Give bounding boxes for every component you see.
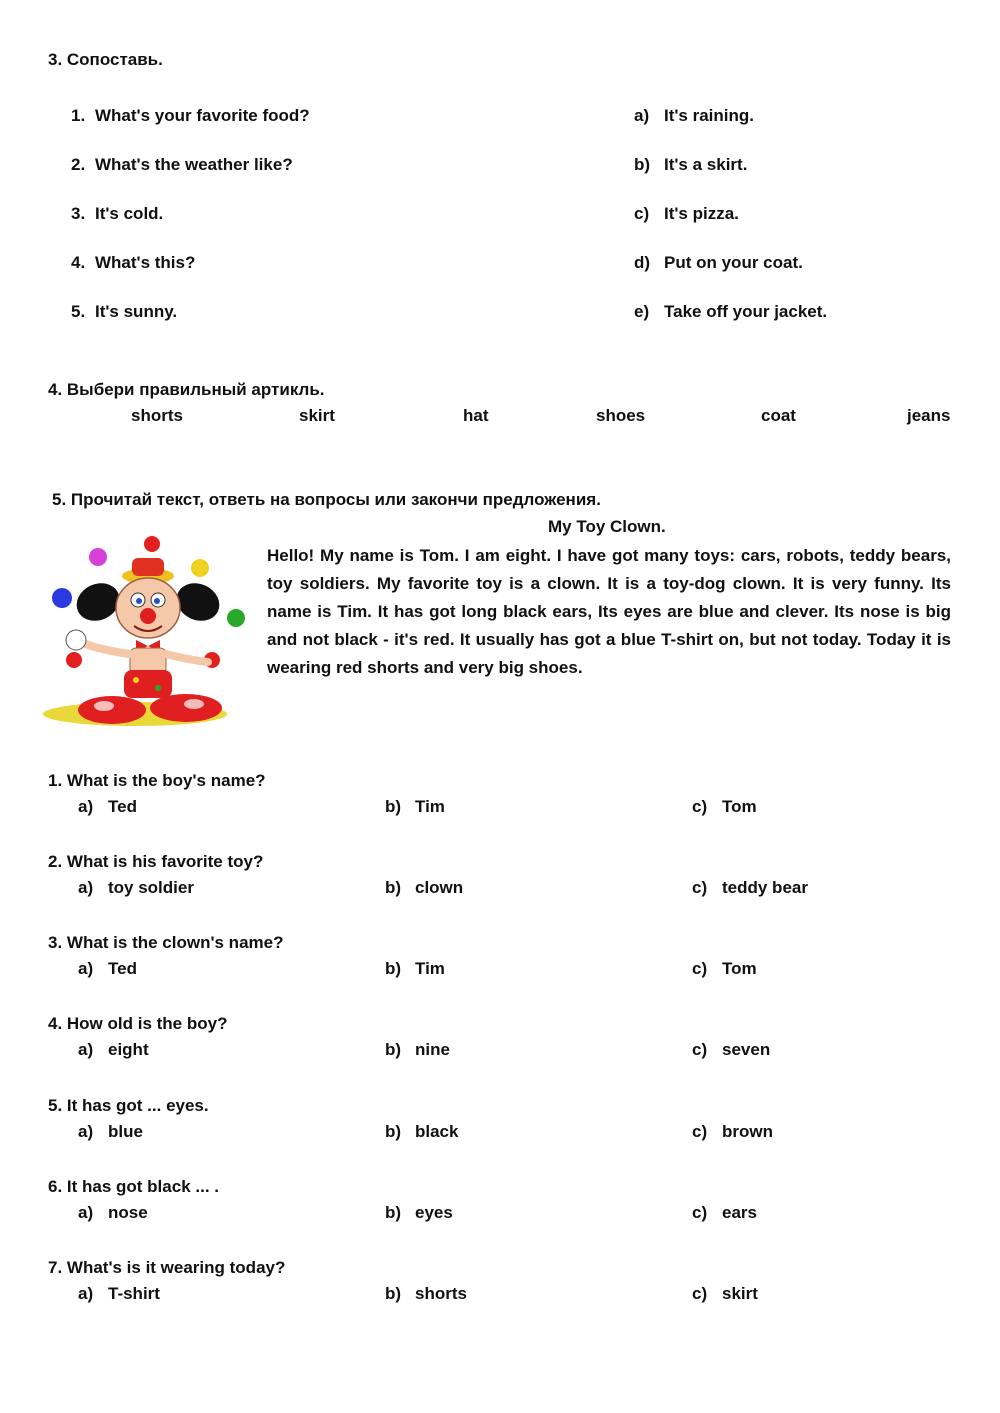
- word-item: jeans: [907, 406, 951, 425]
- arm-icon: [80, 642, 130, 654]
- option-letter: a): [78, 1284, 94, 1303]
- option-letter: a): [78, 959, 94, 978]
- option-letter: c): [692, 797, 708, 816]
- question-options: [48, 1122, 968, 1148]
- option-letter: b): [385, 1203, 402, 1222]
- item-text: It's raining.: [664, 106, 754, 125]
- word-list: [0, 406, 1000, 430]
- item-number: 3.: [71, 204, 86, 223]
- answer-option[interactable]: [78, 959, 137, 979]
- option-text: Ted: [108, 797, 137, 816]
- question-text: 3. What is the clown's name?: [48, 933, 284, 952]
- answer-option[interactable]: [385, 1040, 450, 1060]
- item-letter: c): [634, 204, 650, 223]
- option-text: clown: [415, 878, 464, 897]
- answer-option[interactable]: [78, 1203, 148, 1223]
- match-right-item: [634, 251, 827, 300]
- match-left-item: [71, 104, 310, 153]
- question-block: [48, 769, 968, 823]
- item-letter: b): [634, 155, 651, 174]
- question-text: 1. What is the boy's name?: [48, 771, 266, 790]
- option-text: seven: [722, 1040, 771, 1059]
- match-right-item: [634, 300, 827, 349]
- option-letter: c): [692, 1203, 708, 1222]
- item-text: Put on your coat.: [664, 253, 803, 272]
- pupil: [136, 598, 142, 604]
- question-block: [48, 850, 968, 904]
- question-options: [48, 959, 968, 985]
- shorts-star: [133, 677, 139, 683]
- item-letter: a): [634, 106, 650, 125]
- option-text: skirt: [722, 1284, 758, 1303]
- item-text: Take off your jacket.: [664, 302, 828, 321]
- word-item: shoes: [596, 406, 646, 425]
- match-left-column: [71, 104, 310, 349]
- option-letter: a): [78, 1040, 94, 1059]
- answer-option[interactable]: [78, 797, 137, 817]
- option-text: eight: [108, 1040, 149, 1059]
- option-letter: a): [78, 1203, 94, 1222]
- ball-icon: [89, 548, 107, 566]
- arm-icon: [166, 654, 208, 662]
- option-text: Tim: [415, 959, 445, 978]
- answer-option[interactable]: [78, 1040, 149, 1060]
- section-3-title: 3. Сопоставь.: [48, 50, 163, 69]
- answer-option[interactable]: [78, 1284, 160, 1304]
- match-left-item: [71, 202, 310, 251]
- item-text: What's the weather like?: [95, 155, 293, 174]
- answer-option[interactable]: [385, 959, 445, 979]
- word-item: shorts: [131, 406, 183, 425]
- answer-option[interactable]: [78, 878, 194, 898]
- match-left-item: [71, 300, 310, 349]
- ball-icon: [144, 536, 160, 552]
- question-options: [48, 1284, 968, 1310]
- answer-option[interactable]: [692, 1040, 770, 1060]
- item-letter: d): [634, 253, 651, 272]
- item-text: What's your favorite food?: [95, 106, 310, 125]
- match-left-item: [71, 153, 310, 202]
- answer-option[interactable]: [78, 1122, 143, 1142]
- shoe-icon: [78, 696, 146, 724]
- match-right-item: [634, 104, 827, 153]
- item-number: 1.: [71, 106, 86, 125]
- clown-juggler-picture: [40, 532, 255, 732]
- question-text: 2. What is his favorite toy?: [48, 852, 264, 871]
- option-letter: b): [385, 1284, 402, 1303]
- item-number: 4.: [71, 253, 86, 272]
- shorts-star: [155, 685, 161, 691]
- item-number: 5.: [71, 302, 86, 321]
- option-letter: b): [385, 878, 402, 897]
- option-text: Tom: [722, 959, 757, 978]
- option-text: teddy bear: [722, 878, 808, 897]
- option-text: nine: [415, 1040, 450, 1059]
- item-text: It's sunny.: [95, 302, 178, 321]
- question-block: [48, 931, 968, 985]
- option-text: T-shirt: [108, 1284, 160, 1303]
- glove-icon: [66, 630, 86, 650]
- answer-option[interactable]: [692, 1203, 757, 1223]
- option-letter: c): [692, 959, 708, 978]
- option-text: toy soldier: [108, 878, 194, 897]
- option-letter: b): [385, 797, 402, 816]
- answer-option[interactable]: [385, 878, 463, 898]
- match-right-column: [634, 104, 827, 349]
- item-text: It's a skirt.: [664, 155, 748, 174]
- section-4-title: 4. Выбери правильный артикль.: [48, 380, 325, 399]
- shorts-icon: [124, 670, 172, 698]
- word-item: skirt: [299, 406, 335, 425]
- question-block: [48, 1094, 968, 1148]
- shoe-shine: [94, 701, 114, 711]
- option-text: black: [415, 1122, 459, 1141]
- ball-icon: [66, 652, 82, 668]
- word-item: coat: [761, 406, 796, 425]
- question-options: [48, 878, 968, 904]
- question-text: 4. How old is the boy?: [48, 1014, 228, 1033]
- section-5-title: 5. Прочитай текст, ответь на вопросы или закончи предложения.: [52, 490, 601, 509]
- option-text: shorts: [415, 1284, 467, 1303]
- question-text: 7. What's is it wearing today?: [48, 1258, 286, 1277]
- option-letter: b): [385, 959, 402, 978]
- item-letter: e): [634, 302, 650, 321]
- shoe-icon: [150, 694, 222, 722]
- question-text: 6. It has got black ... .: [48, 1177, 219, 1196]
- item-number: 2.: [71, 155, 86, 174]
- answer-option[interactable]: [385, 1203, 453, 1223]
- option-text: brown: [722, 1122, 773, 1141]
- question-options: [48, 797, 968, 823]
- answer-option[interactable]: [692, 1122, 773, 1142]
- answer-option[interactable]: [692, 959, 757, 979]
- match-right-item: [634, 153, 827, 202]
- option-letter: c): [692, 878, 708, 897]
- option-text: eyes: [415, 1203, 453, 1222]
- option-letter: c): [692, 1040, 708, 1059]
- question-block: [48, 1256, 968, 1310]
- item-text: What's this?: [95, 253, 196, 272]
- match-right-item: [634, 202, 827, 251]
- option-letter: a): [78, 878, 94, 897]
- answer-option[interactable]: [692, 1284, 758, 1304]
- option-letter: a): [78, 797, 94, 816]
- option-text: Ted: [108, 959, 137, 978]
- answer-option[interactable]: [385, 1122, 458, 1142]
- option-letter: c): [692, 1122, 708, 1141]
- answer-option[interactable]: [692, 878, 808, 898]
- item-text: It's cold.: [95, 204, 164, 223]
- pupil: [154, 598, 160, 604]
- story-title: My Toy Clown.: [548, 517, 666, 536]
- answer-option[interactable]: [692, 797, 757, 817]
- nose-icon: [140, 608, 156, 624]
- option-text: Tim: [415, 797, 445, 816]
- ball-icon: [191, 559, 209, 577]
- question-block: [48, 1175, 968, 1229]
- option-letter: c): [692, 1284, 708, 1303]
- option-letter: b): [385, 1122, 402, 1141]
- option-text: blue: [108, 1122, 143, 1141]
- question-options: [48, 1203, 968, 1229]
- hat-icon: [132, 558, 164, 576]
- shoe-shine: [184, 699, 204, 709]
- option-text: ears: [722, 1203, 757, 1222]
- word-item: hat: [463, 406, 489, 425]
- ball-icon: [52, 588, 72, 608]
- option-letter: b): [385, 1040, 402, 1059]
- answer-option[interactable]: [385, 1284, 467, 1304]
- option-text: Tom: [722, 797, 757, 816]
- match-left-item: [71, 251, 310, 300]
- story-passage: Hello! My name is Tom. I am eight. I have got many toys: cars, robots, teddy bears, toy soldiers. My favorite toy is a clown. It is a toy-dog clown. It is very funny. Its name is Tim. It has got long black ears, Its eyes are blue and clever. Its nose is big and not black - it's red. It usually has got a blue T-shirt on, but not today. Today it is wearing red shorts and very big shoes.: [267, 546, 951, 677]
- question-options: [48, 1040, 968, 1066]
- ball-icon: [227, 609, 245, 627]
- answer-option[interactable]: [385, 797, 445, 817]
- item-text: It's pizza.: [664, 204, 739, 223]
- option-text: nose: [108, 1203, 148, 1222]
- option-letter: a): [78, 1122, 94, 1141]
- question-text: 5. It has got ... eyes.: [48, 1096, 209, 1115]
- question-block: [48, 1012, 968, 1066]
